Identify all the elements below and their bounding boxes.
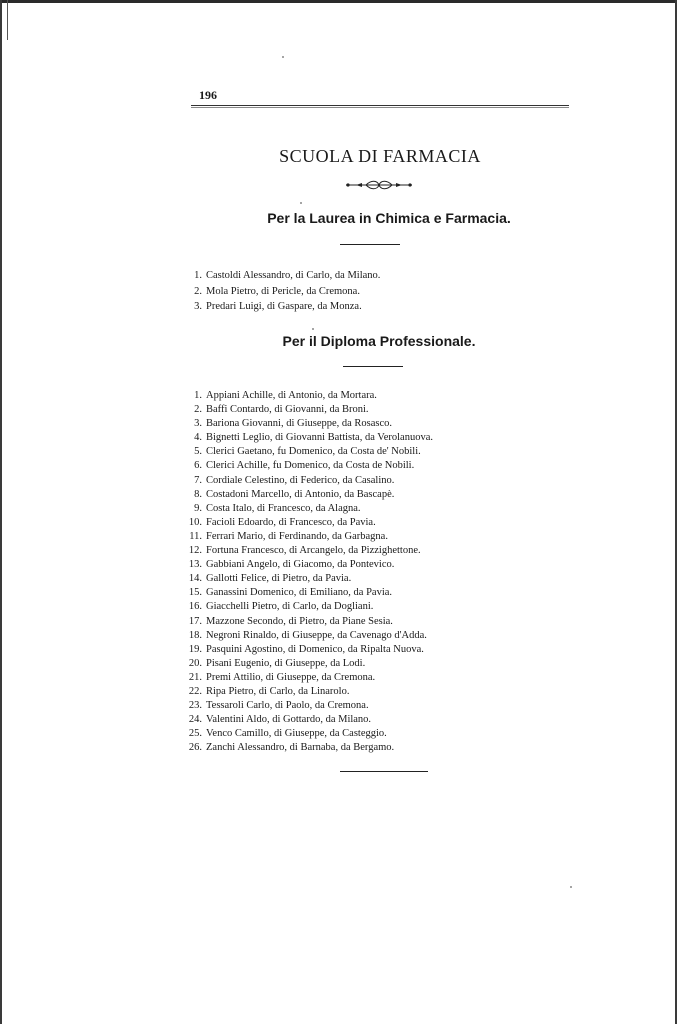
section-heading-diploma: Per il Diploma Professionale. [282,333,476,349]
header-rule-secondary [191,107,569,108]
list-item: 18. Negroni Rinaldo, di Giuseppe, da Cavenago d'Adda. [188,629,427,641]
list-item: 14. Gallotti Felice, di Pietro, da Pavia. [188,573,352,585]
list-item: 3. Predari Luigi, di Gaspare, da Monza. [194,301,362,312]
list-item: 8. Costadoni Marcello, di Antonio, da Bascapè. [194,488,395,500]
header-rule [191,105,569,106]
list-item: 12. Fortuna Francesco, di Arcangelo, da Pizzighettone. [188,545,421,557]
list-item: 4. Bignetti Leglio, di Giovanni Battista, da Verolanuova. [194,432,433,444]
list-item: 22. Ripa Pietro, di Carlo, da Linarolo. [188,685,350,697]
list-item: 24. Valentini Aldo, di Gottardo, da Milano. [188,714,372,726]
section-heading-laurea: Per la Laurea in Chimica e Farmacia. [267,210,511,226]
list-item: 20. Pisani Eugenio, di Giuseppe, da Lodi. [188,657,366,669]
list-item: 17. Mazzone Secondo, di Pietro, da Piane Sesia. [188,615,393,627]
list-item: 25. Venco Camillo, di Giuseppe, da Casteggio. [188,728,387,740]
page-title: SCUOLA DI FARMACIA [279,146,481,166]
list-item: 21. Premi Attilio, di Giuseppe, da Cremona. [188,671,376,683]
list-item: 1. Appiani Achille, di Antonio, da Mortara. [194,390,377,401]
section-divider [343,366,403,367]
list-item: 6. Clerici Achille, fu Domenico, da Costa de Nobili. [194,460,415,472]
list-item: 23. Tessaroli Carlo, di Paolo, da Cremona. [188,700,369,712]
section-divider [340,244,400,245]
page-border-top [0,0,677,3]
list-item: 11. Ferrari Mario, di Ferdinando, da Garbagna. [189,530,388,542]
ornament-icon [344,180,414,190]
list-item: 7. Cordiale Celestino, di Federico, da Casalino. [194,474,395,486]
paper-speck [570,886,572,888]
laurea-list [180,268,380,315]
list-item: 9. Costa Italo, di Francesco, da Alagna. [194,502,361,514]
list-item: 1. Castoldi Alessandro, di Carlo, da Milano. [194,270,381,281]
list-item: 2. Baffi Contardo, di Giovanni, da Broni. [194,404,369,416]
list-item: 2. Mola Pietro, di Pericle, da Cremona. [194,285,360,297]
end-rule [340,771,428,772]
paper-speck [282,56,284,58]
diploma-list [180,389,433,755]
page-border-left [0,0,2,1024]
list-item: 19. Pasquini Agostino, di Domenico, da Ripalta Nuova. [188,643,424,655]
list-item: 3. Bariona Giovanni, di Giuseppe, da Rosasco. [194,418,393,430]
page-number: 196 [199,88,217,102]
page-edge-mark [7,0,8,40]
list-item: 15. Ganassini Domenico, di Emiliano, da Pavia. [188,587,393,599]
list-item: 16. Giacchelli Pietro, di Carlo, da Dogliani. [188,601,374,613]
paper-speck [312,328,314,330]
list-item: 26. Zanchi Alessandro, di Barnaba, da Bergamo. [188,742,395,754]
list-item: 5. Clerici Gaetano, fu Domenico, da Costa de' Nobili. [194,446,421,458]
list-item: 13. Gabbiani Angelo, di Giacomo, da Pontevico. [188,559,395,571]
paper-speck [300,202,302,204]
list-item: 10. Facioli Edoardo, di Francesco, da Pavia. [188,516,376,528]
